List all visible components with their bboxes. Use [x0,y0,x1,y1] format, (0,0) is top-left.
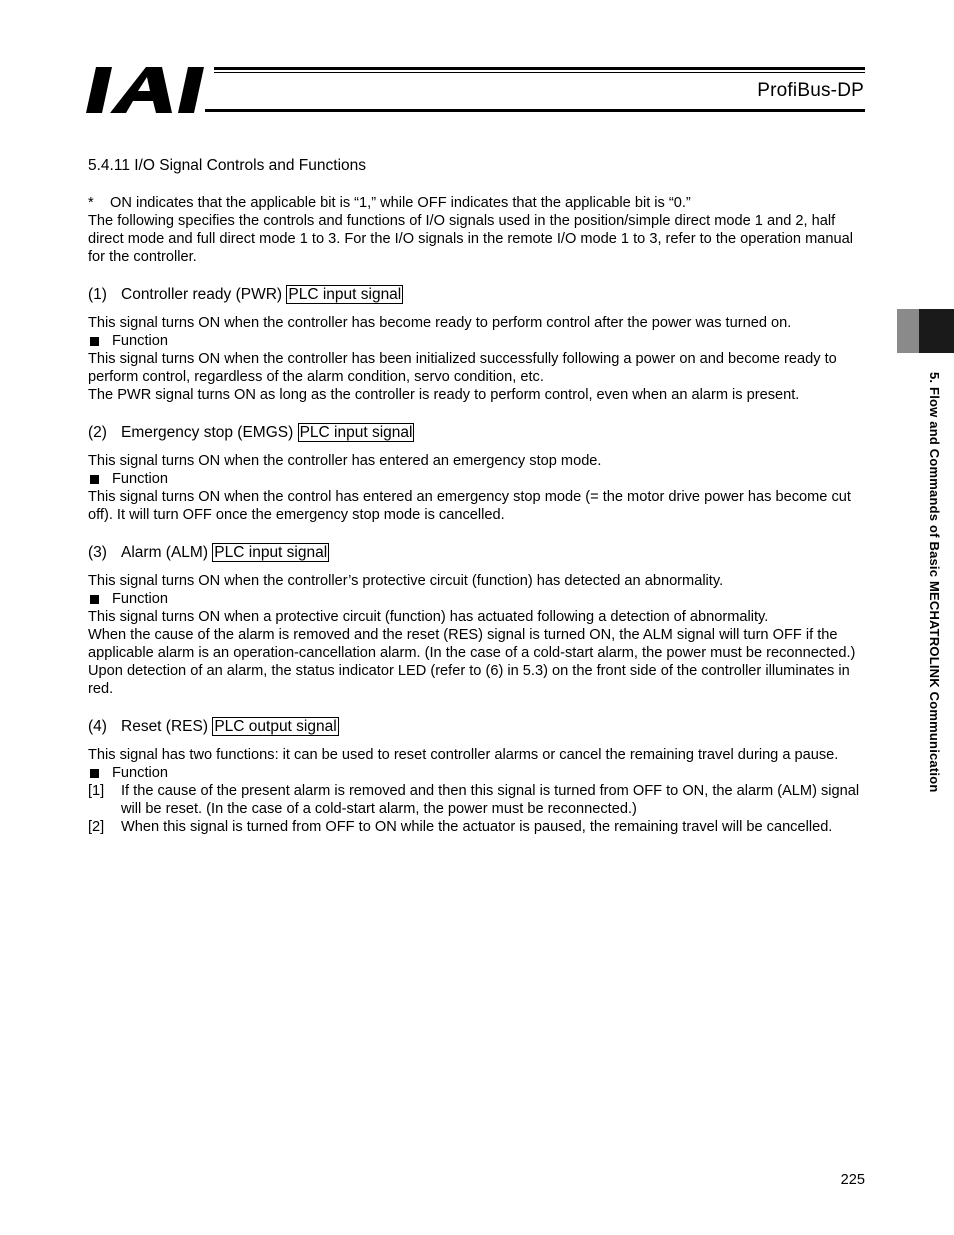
list-item-index: [2] [88,819,105,835]
signal-heading-res [88,716,868,738]
signal-summary: This signal has two functions: it can be used to reset controller alarms or cancel the remaining travel during a pause. [88,747,839,763]
signal-type-badge: PLC input signal [299,424,413,441]
signal-detail: This signal turns ON when a protective circuit (function) has actuated following a detection of abnormality. [88,609,769,625]
function-label: Function [88,332,868,350]
note-text: ON indicates that the applicable bit is “1,” while OFF indicates that the applicable bit is “0.” [110,195,691,211]
signal-detail: Upon detection of an alarm, the status indicator LED (refer to (6) in 5.3) on the front side of the controller illuminates in red. [88,663,850,697]
square-bullet-icon [90,769,99,778]
square-bullet-icon [90,337,99,346]
signal-type-badge: PLC output signal [214,718,337,735]
signal-type-badge: PLC input signal [288,286,402,303]
signal-number: (1) [88,286,107,303]
square-bullet-icon [90,475,99,484]
intro-paragraph: The following specifies the controls and functions of I/O signals used in the position/simple direct mode 1 and 2, half direct mode and full direct mode 1 to 3. For the I/O signals in the remote I/O mode 1 to 3, refer to the operation manual for the controller. [88,213,853,265]
signal-summary: This signal turns ON when the controller has become ready to perform control after the power was turned on. [88,315,792,331]
signal-detail: The PWR signal turns ON as long as the controller is ready to perform control, even when an alarm is present. [88,387,800,403]
square-bullet-icon [90,595,99,604]
signal-number: (4) [88,718,107,735]
list-item-index: [1] [88,783,105,799]
chapter-tab-light [897,309,919,353]
signal-number: (3) [88,544,107,561]
product-name: ProfiBus-DP [757,80,864,101]
header-rule-top [214,67,865,70]
header-rule-bottom [205,109,865,112]
list-item-text: When this signal is turned from OFF to ON while the actuator is paused, the remaining travel will be cancelled. [121,819,833,835]
signal-detail: This signal turns ON when the control has entered an emergency stop mode (= the motor drive power has become cut off). It will turn OFF once the emergency stop mode is cancelled. [88,489,851,523]
signal-summary: This signal turns ON when the controller has entered an emergency stop mode. [88,453,602,469]
note-asterisk: * [88,195,94,211]
chapter-side-title: 5. Flow and Commands of Basic MECHATROLINK Communication [927,372,942,793]
signal-name: Alarm (ALM) [121,544,208,561]
signal-heading-pwr [88,284,868,306]
function-label: Function [88,764,868,782]
signal-detail: This signal turns ON when the controller has been initialized successfully following a power on and become ready to perform control, regardless of the alarm condition, servo condition, etc. [88,351,837,385]
signal-number: (2) [88,424,107,441]
page-content [88,156,868,836]
page-number: 225 [840,1172,865,1188]
function-label: Function [88,470,868,488]
header-rule-top-thin [214,72,865,73]
function-label: Function [88,590,868,608]
signal-heading-emgs [88,422,868,444]
signal-name: Emergency stop (EMGS) [121,424,294,441]
signal-heading-alm [88,542,868,564]
section-title: 5.4.11 I/O Signal Controls and Functions [88,157,367,174]
signal-detail: When the cause of the alarm is removed and the reset (RES) signal is turned ON, the ALM signal will turn OFF if the applicable alarm is an operation-cancellation alarm. (In the case of a cold-start alarm, the power must be reconnected.) [88,627,856,661]
signal-type-badge: PLC input signal [214,544,328,561]
list-item [88,782,868,818]
signal-name: Controller ready (PWR) [121,286,283,303]
iai-logo [86,67,210,113]
signal-name: Reset (RES) [121,718,208,735]
signal-summary: This signal turns ON when the controller’s protective circuit (function) has detected an abnormality. [88,573,724,589]
list-item [88,818,868,836]
note [88,194,868,212]
chapter-tab-dark [919,309,954,353]
list-item-text: If the cause of the present alarm is removed and then this signal is turned from OFF to ON, the alarm (ALM) signal will be reset. (In the case of a cold-start alarm, the power must be reconnected.) [121,783,860,817]
